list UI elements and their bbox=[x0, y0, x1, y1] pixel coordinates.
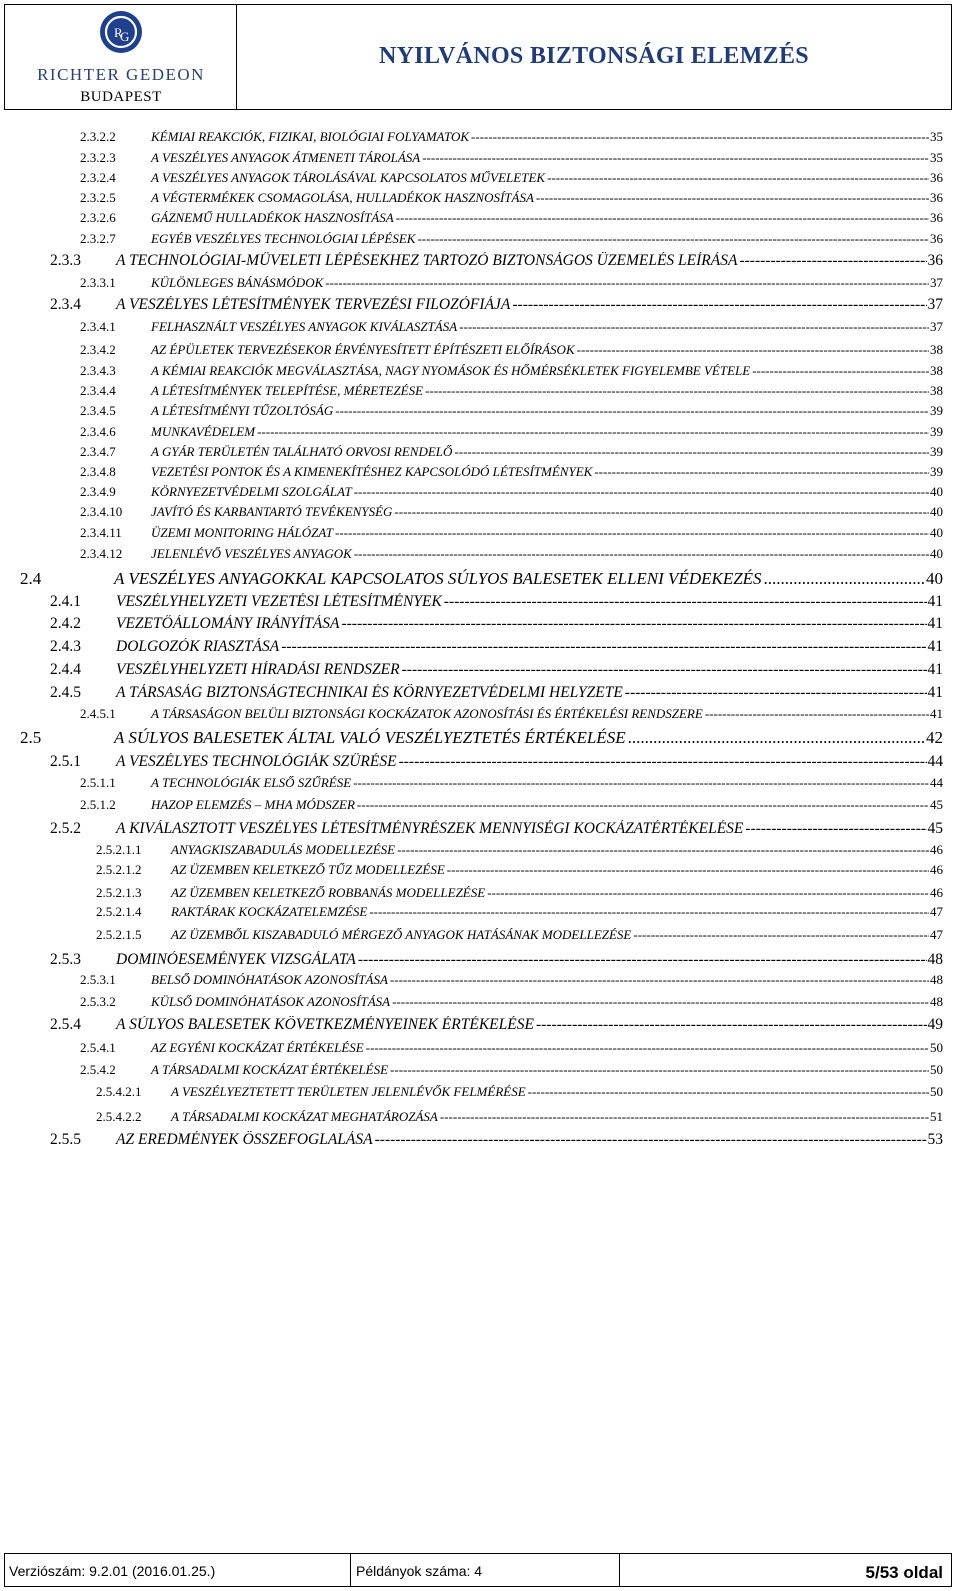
toc-page-number: 41 bbox=[927, 661, 943, 678]
toc-leader bbox=[354, 546, 929, 562]
toc-page-number: 41 bbox=[927, 638, 943, 655]
toc-title: AZ ÜZEMBŐL KISZABADULÓ MÉRGEZŐ ANYAGOK HATÁSÁNAK MODELLEZÉSE bbox=[171, 927, 632, 942]
toc-title: A VESZÉLYES ANYAGOK TÁROLÁSÁVAL KAPCSOLATOS MŰVELETEK bbox=[151, 170, 546, 185]
toc-leader bbox=[397, 842, 929, 858]
toc-page-number: 45 bbox=[927, 820, 943, 837]
toc-entry[interactable] bbox=[96, 842, 943, 858]
toc-page-number: 40 bbox=[930, 546, 943, 561]
toc-page-number: 40 bbox=[930, 484, 943, 499]
toc-title: BELSŐ DOMINÓHATÁSOK AZONOSÍTÁSA bbox=[151, 972, 388, 987]
toc-leader bbox=[375, 1131, 927, 1149]
toc-number: 2.5.3 bbox=[50, 951, 81, 968]
toc-leader bbox=[594, 464, 929, 480]
toc-number: 2.3.4.8 bbox=[80, 464, 116, 479]
toc-leader bbox=[459, 319, 929, 335]
toc-title: A SÚLYOS BALESETEK ÁLTAL VALÓ VESZÉLYEZTETÉS ÉRTÉKELÉSE bbox=[114, 728, 626, 747]
toc-entry[interactable] bbox=[50, 593, 943, 611]
toc-title: RAKTÁRAK KOCKÁZATELEMZÉSE bbox=[171, 904, 368, 919]
toc-number: 2.3.4.6 bbox=[80, 424, 116, 439]
toc-leader bbox=[394, 504, 929, 520]
company-logo bbox=[5, 5, 237, 109]
page-header bbox=[4, 4, 952, 110]
toc-page-number: 53 bbox=[927, 1131, 943, 1148]
toc-leader bbox=[425, 383, 929, 399]
toc-leader bbox=[487, 885, 929, 901]
toc-page-number: 36 bbox=[930, 210, 943, 225]
toc-title: HAZOP ELEMZÉS – MHA MÓDSZER bbox=[151, 797, 355, 812]
toc-title: A TECHNOLÓGIÁK ELSŐ SZŰRÉSE bbox=[151, 775, 352, 790]
toc-entry[interactable] bbox=[20, 569, 943, 589]
toc-entry[interactable] bbox=[80, 1062, 943, 1078]
toc-number: 2.3.4.5 bbox=[80, 403, 116, 418]
toc-page-number: 51 bbox=[930, 1109, 943, 1124]
toc-page-number: 37 bbox=[930, 275, 943, 290]
toc-page-number: 48 bbox=[930, 972, 943, 987]
toc-number: 2.5.2.1.3 bbox=[96, 885, 142, 900]
toc-leader bbox=[366, 1040, 929, 1056]
toc-leader bbox=[471, 129, 929, 145]
toc-leader bbox=[390, 1062, 929, 1078]
toc-leader bbox=[528, 1084, 929, 1100]
toc-number: 2.5.2.1.1 bbox=[96, 842, 142, 857]
toc-title: AZ ÜZEMBEN KELETKEZŐ TŰZ MODELLEZÉSE bbox=[171, 862, 445, 877]
toc-page-number: 37 bbox=[930, 319, 943, 334]
toc-leader bbox=[396, 210, 929, 226]
toc-title: A VESZÉLYES TECHNOLÓGIÁK SZŰRÉSE bbox=[116, 753, 397, 770]
toc-entry[interactable] bbox=[80, 484, 943, 500]
toc-title: A TÁRSADALMI KOCKÁZAT MEGHATÁROZÁSA bbox=[171, 1109, 438, 1124]
toc-number: 2.3.4.2 bbox=[80, 342, 116, 357]
toc-leader bbox=[257, 424, 929, 440]
toc-page-number: 35 bbox=[930, 150, 943, 165]
toc-leader bbox=[392, 994, 929, 1010]
toc-entry[interactable] bbox=[50, 820, 943, 838]
toc-number: 2.3.2.5 bbox=[80, 190, 116, 205]
toc-leader bbox=[402, 661, 927, 679]
toc-leader bbox=[358, 951, 927, 969]
toc-entry[interactable] bbox=[96, 1084, 943, 1100]
toc-number: 2.4 bbox=[20, 569, 42, 588]
toc-title: A VESZÉLYES ANYAGOK ÁTMENETI TÁROLÁSA bbox=[151, 150, 421, 165]
toc-title: EGYÉB VESZÉLYES TECHNOLÓGIAI LÉPÉSEK bbox=[151, 231, 416, 246]
toc-leader bbox=[764, 569, 925, 589]
toc-number: 2.3.2.6 bbox=[80, 210, 116, 225]
svg-text:G: G bbox=[120, 29, 130, 44]
toc-entry[interactable] bbox=[80, 1040, 943, 1056]
toc-entry[interactable] bbox=[50, 951, 943, 969]
toc-title: VEZETÉSI PONTOK ÉS A KIMENEKÍTÉSHEZ KAPCSOLÓDÓ LÉTESÍTMÉNYEK bbox=[151, 464, 593, 479]
toc-title: A VESZÉLYES ANYAGOKKAL KAPCSOLATOS SÚLYOS BALESETEK ELLENI VÉDEKEZÉS bbox=[114, 569, 762, 588]
toc-number: 2.3.4.7 bbox=[80, 444, 116, 459]
toc-number: 2.5 bbox=[20, 728, 42, 747]
toc-page-number: 40 bbox=[930, 504, 943, 519]
toc-number: 2.4.5 bbox=[50, 684, 81, 701]
toc-entry[interactable] bbox=[96, 927, 943, 943]
toc-number: 2.3.4.11 bbox=[80, 525, 122, 540]
toc-entry[interactable] bbox=[80, 444, 943, 460]
toc-number: 2.5.1.1 bbox=[80, 775, 116, 790]
toc-entry[interactable] bbox=[80, 994, 943, 1010]
page-footer bbox=[4, 1553, 952, 1587]
toc-number: 2.3.4.10 bbox=[80, 504, 123, 519]
toc-title: AZ EGYÉNI KOCKÁZAT ÉRTÉKELÉSE bbox=[151, 1040, 364, 1055]
toc-page-number: 39 bbox=[930, 464, 943, 479]
toc-number: 2.3.2.7 bbox=[80, 231, 116, 246]
toc-leader bbox=[335, 403, 929, 419]
toc-title: A GYÁR TERÜLETÉN TALÁLHATÓ ORVOSI RENDELŐ bbox=[151, 444, 453, 459]
toc-entry[interactable] bbox=[50, 1131, 943, 1149]
toc-number: 2.5.1 bbox=[50, 753, 81, 770]
toc-leader bbox=[454, 444, 929, 460]
toc-title: AZ ÉPÜLETEK TERVEZÉSEKOR ÉRVÉNYESÍTETT ÉPÍTÉSZETI ELŐÍRÁSOK bbox=[151, 342, 575, 357]
toc-entry[interactable] bbox=[50, 661, 943, 679]
toc-page-number: 46 bbox=[930, 842, 943, 857]
toc-entry[interactable] bbox=[80, 319, 943, 335]
toc-entry[interactable] bbox=[96, 885, 943, 901]
toc-number: 2.5.2.1.5 bbox=[96, 927, 142, 942]
toc-number: 2.3.3.1 bbox=[80, 275, 116, 290]
toc-page-number: 40 bbox=[930, 525, 943, 540]
toc-title: A VESZÉLYEZTETETT TERÜLETEN JELENLÉVŐK FELMÉRÉSE bbox=[171, 1084, 526, 1099]
toc-leader bbox=[440, 1109, 929, 1125]
toc-page-number: 47 bbox=[930, 927, 943, 942]
toc-title: JELENLÉVŐ VESZÉLYES ANYAGOK bbox=[151, 546, 352, 561]
toc-number: 2.5.2.1.4 bbox=[96, 904, 142, 919]
toc-page-number: 39 bbox=[930, 424, 943, 439]
toc-leader bbox=[399, 753, 927, 771]
version-label: Verziószám: 9.2.01 (2016.01.25.) bbox=[9, 1563, 216, 1579]
toc-number: 2.4.5.1 bbox=[80, 706, 116, 721]
toc-number: 2.3.4 bbox=[50, 296, 81, 313]
toc-page-number: 48 bbox=[930, 994, 943, 1009]
toc-page-number: 44 bbox=[927, 753, 943, 770]
toc-leader bbox=[577, 342, 929, 358]
toc-number: 2.5.4 bbox=[50, 1016, 81, 1033]
toc-entry[interactable] bbox=[80, 972, 943, 988]
toc-entry[interactable] bbox=[96, 862, 943, 878]
toc-title: MUNKAVÉDELEM bbox=[151, 424, 256, 439]
toc-leader bbox=[536, 1016, 927, 1034]
toc-title: KÉMIAI REAKCIÓK, FIZIKAI, BIOLÓGIAI FOLYAMATOK bbox=[151, 129, 470, 144]
toc-number: 2.5.2.1.2 bbox=[96, 862, 142, 877]
toc-entry[interactable] bbox=[50, 615, 943, 633]
toc-number: 2.5.2 bbox=[50, 820, 81, 837]
toc-title: VESZÉLYHELYZETI VEZETÉSI LÉTESÍTMÉNYEK bbox=[116, 593, 442, 610]
toc-number: 2.3.2.3 bbox=[80, 150, 116, 165]
toc-page-number: 50 bbox=[930, 1040, 943, 1055]
toc-number: 2.5.1.2 bbox=[80, 797, 116, 812]
toc-entry[interactable] bbox=[80, 210, 943, 226]
toc-leader bbox=[752, 363, 929, 379]
toc-number: 2.3.4.4 bbox=[80, 383, 116, 398]
toc-entry[interactable] bbox=[80, 797, 943, 813]
toc-entry[interactable] bbox=[80, 775, 943, 791]
toc-entry[interactable] bbox=[80, 129, 943, 145]
toc-title: ANYAGKISZABADULÁS MODELLEZÉSE bbox=[171, 842, 396, 857]
toc-page-number: 48 bbox=[927, 951, 943, 968]
toc-leader bbox=[341, 615, 926, 633]
toc-entry[interactable] bbox=[50, 296, 943, 314]
toc-number: 2.5.5 bbox=[50, 1131, 81, 1148]
toc-number: 2.5.3.1 bbox=[80, 972, 116, 987]
toc-leader bbox=[547, 170, 929, 186]
toc-leader bbox=[633, 927, 929, 943]
toc-page-number: 36 bbox=[930, 190, 943, 205]
toc-leader bbox=[739, 252, 926, 270]
toc-page-number: 46 bbox=[930, 885, 943, 900]
toc-page-number: 46 bbox=[930, 862, 943, 877]
toc-number: 2.5.3.2 bbox=[80, 994, 116, 1009]
toc-title: VEZETŐÁLLOMÁNY IRÁNYÍTÁSA bbox=[116, 615, 340, 632]
toc-entry[interactable] bbox=[80, 525, 943, 541]
toc-leader bbox=[444, 593, 927, 611]
toc-title: A VÉGTERMÉKEK CSOMAGOLÁSA, HULLADÉKOK HASZNOSÍTÁSA bbox=[151, 190, 534, 205]
toc-entry[interactable] bbox=[80, 706, 943, 722]
toc-title: JAVÍTÓ ÉS KARBANTARTÓ TEVÉKENYSÉG bbox=[151, 504, 393, 519]
page-number: 5/53 oldal bbox=[865, 1563, 943, 1582]
toc-title: GÁZNEMŰ HULLADÉKOK HASZNOSÍTÁSA bbox=[151, 210, 394, 225]
toc-entry[interactable] bbox=[80, 363, 943, 379]
toc-page-number: 50 bbox=[930, 1062, 943, 1077]
rg-logo-icon bbox=[99, 10, 143, 60]
toc-number: 2.3.4.9 bbox=[80, 484, 116, 499]
toc-entry[interactable] bbox=[50, 684, 943, 702]
toc-number: 2.4.1 bbox=[50, 593, 81, 610]
toc-page-number: 38 bbox=[930, 342, 943, 357]
toc-title: KÜLÖNLEGES BÁNÁSMÓDOK bbox=[151, 275, 324, 290]
toc-title: DOMINÓESEMÉNYEK VIZSGÁLATA bbox=[116, 951, 356, 968]
toc-entry[interactable] bbox=[50, 1016, 943, 1034]
toc-entry[interactable] bbox=[50, 252, 943, 270]
logo-text: RICHTER GEDEON bbox=[37, 65, 205, 84]
toc-page-number: 41 bbox=[927, 615, 943, 632]
svg-text:R: R bbox=[114, 25, 123, 40]
toc-page-number: 41 bbox=[927, 684, 943, 701]
toc-page-number: 35 bbox=[930, 129, 943, 144]
toc-leader bbox=[335, 525, 929, 541]
toc-page-number: 39 bbox=[930, 444, 943, 459]
toc-title: DOLGOZÓK RIASZTÁSA bbox=[116, 638, 280, 655]
toc-title: KÖRNYEZETVÉDELMI SZOLGÁLAT bbox=[151, 484, 352, 499]
toc-page-number: 36 bbox=[930, 231, 943, 246]
toc-page-number: 41 bbox=[930, 706, 943, 721]
toc-page-number: 49 bbox=[927, 1016, 943, 1033]
toc-title: A SÚLYOS BALESETEK KÖVETKEZMÉNYEINEK ÉRTÉKELÉSE bbox=[116, 1016, 534, 1033]
toc-title: VESZÉLYHELYZETI HÍRADÁSI RENDSZER bbox=[116, 661, 400, 678]
toc-leader bbox=[354, 484, 929, 500]
toc-number: 2.4.2 bbox=[50, 615, 81, 632]
toc-title: A LÉTESÍTMÉNYI TŰZOLTÓSÁG bbox=[151, 403, 334, 418]
toc-entry[interactable] bbox=[50, 753, 943, 771]
toc-number: 2.4.3 bbox=[50, 638, 81, 655]
toc-title: A TÁRSASÁG BIZTONSÁGTECHNIKAI ÉS KÖRNYEZETVÉDELMI HELYZETE bbox=[116, 684, 623, 701]
toc-leader bbox=[353, 775, 929, 791]
toc-number: 2.5.4.1 bbox=[80, 1040, 116, 1055]
toc-page-number: 36 bbox=[930, 170, 943, 185]
logo-city: BUDAPEST bbox=[80, 89, 162, 105]
toc-title: AZ ÜZEMBEN KELETKEZŐ ROBBANÁS MODELLEZÉSE bbox=[171, 885, 486, 900]
toc-entry[interactable] bbox=[96, 904, 943, 920]
document-title: NYILVÁNOS BIZTONSÁGI ELEMZÉS bbox=[379, 43, 809, 69]
toc-leader bbox=[536, 190, 929, 206]
toc-leader bbox=[512, 296, 926, 314]
toc-leader bbox=[417, 231, 929, 247]
toc-entry[interactable] bbox=[80, 383, 943, 399]
toc-number: 2.5.4.2 bbox=[80, 1062, 116, 1077]
toc-entry[interactable] bbox=[80, 231, 943, 247]
toc-page-number: 40 bbox=[926, 569, 943, 588]
toc-entry[interactable] bbox=[50, 638, 943, 656]
toc-entry[interactable] bbox=[80, 403, 943, 419]
toc-entry[interactable] bbox=[80, 170, 943, 186]
toc-entry[interactable] bbox=[96, 1109, 943, 1125]
toc-leader bbox=[625, 684, 927, 702]
toc-leader bbox=[628, 728, 925, 748]
toc-entry[interactable] bbox=[80, 504, 943, 520]
toc-title: A LÉTESÍTMÉNYEK TELEPÍTÉSE, MÉRETEZÉSE bbox=[151, 383, 424, 398]
toc-number: 2.3.4.1 bbox=[80, 319, 116, 334]
toc-page-number: 38 bbox=[930, 383, 943, 398]
toc-leader bbox=[705, 706, 929, 722]
copies-label: Példányok száma: 4 bbox=[350, 1554, 620, 1586]
toc-entry[interactable] bbox=[80, 275, 943, 291]
toc-number: 2.3.3 bbox=[50, 252, 81, 269]
toc-number: 2.5.4.2.1 bbox=[96, 1084, 142, 1099]
toc-title: ÜZEMI MONITORING HÁLÓZAT bbox=[151, 525, 334, 540]
toc-title: KÜLSŐ DOMINÓHATÁSOK AZONOSÍTÁSA bbox=[151, 994, 391, 1009]
toc-page-number: 45 bbox=[930, 797, 943, 812]
toc-entry[interactable] bbox=[20, 728, 943, 748]
toc-number: 2.3.4.3 bbox=[80, 363, 116, 378]
toc-page-number: 44 bbox=[930, 775, 943, 790]
toc-title: A KIVÁLASZTOTT VESZÉLYES LÉTESÍTMÉNYRÉSZEK MENNYISÉGI KOCKÁZATÉRTÉKELÉSE bbox=[116, 820, 744, 837]
toc-title: A TÁRSASÁGON BELÜLI BIZTONSÁGI KOCKÁZATOK AZONOSÍTÁSI ÉS ÉRTÉKELÉSI RENDSZERE bbox=[151, 706, 703, 721]
toc-leader bbox=[357, 797, 929, 813]
toc-number: 2.3.4.12 bbox=[80, 546, 123, 561]
toc-entry[interactable] bbox=[80, 342, 943, 358]
toc-leader bbox=[745, 820, 926, 838]
toc-leader bbox=[281, 638, 926, 656]
toc-entry[interactable] bbox=[80, 464, 943, 480]
toc-title: A TECHNOLÓGIAI-MŰVELETI LÉPÉSEKHEZ TARTOZÓ BIZTONSÁGOS ÜZEMELÉS LEÍRÁSA bbox=[116, 252, 738, 269]
toc-title: AZ EREDMÉNYEK ÖSSZEFOGLALÁSA bbox=[116, 1131, 373, 1148]
toc-leader bbox=[325, 275, 929, 291]
toc-title: A TÁRSADALMI KOCKÁZAT ÉRTÉKELÉSE bbox=[151, 1062, 389, 1077]
toc-page-number: 50 bbox=[930, 1084, 943, 1099]
toc-page-number: 47 bbox=[930, 904, 943, 919]
toc-leader bbox=[369, 904, 929, 920]
toc-leader bbox=[390, 972, 929, 988]
toc-leader bbox=[447, 862, 929, 878]
toc-page-number: 42 bbox=[926, 728, 943, 747]
toc-title: A VESZÉLYES LÉTESÍTMÉNYEK TERVEZÉSI FILOZÓFIÁJA bbox=[116, 296, 511, 313]
toc-number: 2.4.4 bbox=[50, 661, 81, 678]
toc-leader bbox=[422, 150, 929, 166]
toc-page-number: 39 bbox=[930, 403, 943, 418]
toc-entry[interactable] bbox=[80, 546, 943, 562]
toc-page-number: 36 bbox=[927, 252, 943, 269]
toc-page-number: 41 bbox=[927, 593, 943, 610]
toc-title: A KÉMIAI REAKCIÓK MEGVÁLASZTÁSA, NAGY NYOMÁSOK ÉS HŐMÉRSÉKLETEK FIGYELEMBE VÉTELE bbox=[151, 363, 751, 378]
toc-page-number: 37 bbox=[927, 296, 943, 313]
toc-title: FELHASZNÁLT VESZÉLYES ANYAGOK KIVÁLASZTÁSA bbox=[151, 319, 458, 334]
toc-entry[interactable] bbox=[80, 424, 943, 440]
toc-number: 2.3.2.2 bbox=[80, 129, 116, 144]
toc-number: 2.3.2.4 bbox=[80, 170, 116, 185]
toc-number: 2.5.4.2.2 bbox=[96, 1109, 142, 1124]
toc-entry[interactable] bbox=[80, 190, 943, 206]
toc-entry[interactable] bbox=[80, 150, 943, 166]
toc-page-number: 38 bbox=[930, 363, 943, 378]
